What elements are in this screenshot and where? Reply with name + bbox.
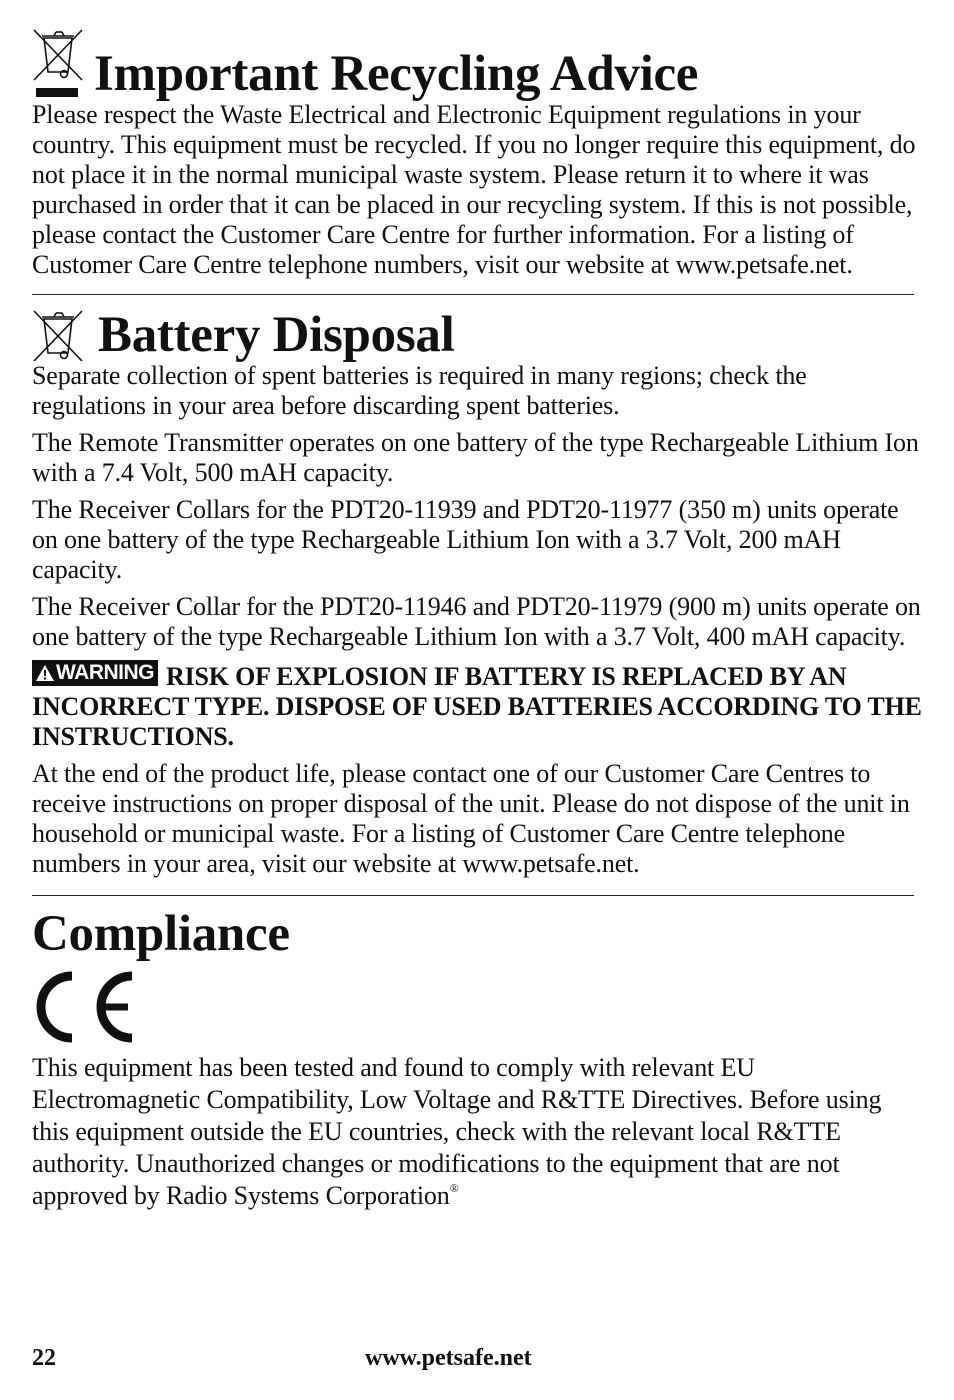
- battery-title: Battery Disposal: [98, 307, 455, 363]
- registered-mark: ®: [449, 1181, 459, 1195]
- recycling-title: Important Recycling Advice: [94, 46, 699, 102]
- crossed-out-wheelie-bin-icon: [32, 28, 84, 100]
- recycling-heading-row: [32, 28, 922, 100]
- warning-block: [32, 660, 922, 752]
- warning-text: RISK OF EXPLOSION IF BATTERY IS REPLACED BY AN INCORRECT TYPE. DISPOSE OF USED BATTERIES ACCORDING TO THE INSTRUCTIONS.: [32, 662, 922, 751]
- battery-section: [32, 309, 922, 879]
- compliance-body-text: This equipment has been tested and found to comply with relevant EU Electromagnetic Compatibility, Low Voltage and R&TTE Directives. Before using this equipment outside the EU countries, check with the relevant local R&TTE authority. Unauthorized changes or modifications to the equipment that are not approved by Radio Systems Corporation: [32, 1053, 882, 1210]
- page-number: 22: [32, 1345, 56, 1371]
- crossed-out-wheelie-bin-icon: [32, 309, 84, 361]
- warning-label: WARNING: [56, 661, 154, 684]
- ce-mark-logo: [32, 968, 142, 1046]
- recycling-body: Please respect the Waste Electrical and Electronic Equipment regulations in your country. This equipment must be recycled. If you no longer require this equipment, do not place it in the normal municipal waste system. Please return it to where it was purchased in order that it can be placed in our recycling system. If this is not possible, please contact the Customer Care Centre for further information. For a listing of Customer Care Centre telephone numbers, visit our website at www.petsafe.net.: [32, 100, 916, 279]
- compliance-title: Compliance: [32, 906, 290, 962]
- warning-badge: [32, 660, 158, 686]
- warning-triangle-icon: [35, 664, 55, 682]
- battery-paragraph: The Remote Transmitter operates on one battery of the type Rechargeable Lithium Ion with a 7.4 Volt, 500 mAH capacity.: [32, 428, 919, 487]
- battery-paragraph: The Receiver Collar for the PDT20-11946 and PDT20-11979 (900 m) units operate on one battery of the type Rechargeable Lithium Ion with a 3.7 Volt, 400 mAH capacity.: [32, 592, 921, 651]
- battery-paragraph: The Receiver Collars for the PDT20-11939 and PDT20-11977 (350 m) units operate on one battery of the type Rechargeable Lithium Ion with a 3.7 Volt, 200 mAH capacity.: [32, 495, 899, 584]
- battery-heading-row: [32, 309, 922, 361]
- footer-url: www.petsafe.net: [365, 1345, 532, 1371]
- compliance-section: [32, 908, 922, 1212]
- battery-paragraph: Separate collection of spent batteries is required in many regions; check the regulations in your area before discarding spent batteries.: [32, 361, 807, 420]
- compliance-body: [32, 1052, 922, 1212]
- section-divider: [32, 895, 914, 896]
- manual-page: [32, 28, 922, 1212]
- end-of-life-paragraph: At the end of the product life, please contact one of our Customer Care Centres to receive instructions on proper disposal of the unit. Please do not dispose of the unit in household or municipal waste. For a listing of Customer Care Centre telephone numbers in your area, visit our website at www.petsafe.net.: [32, 759, 910, 878]
- recycling-section: [32, 28, 922, 280]
- section-divider: [32, 294, 914, 295]
